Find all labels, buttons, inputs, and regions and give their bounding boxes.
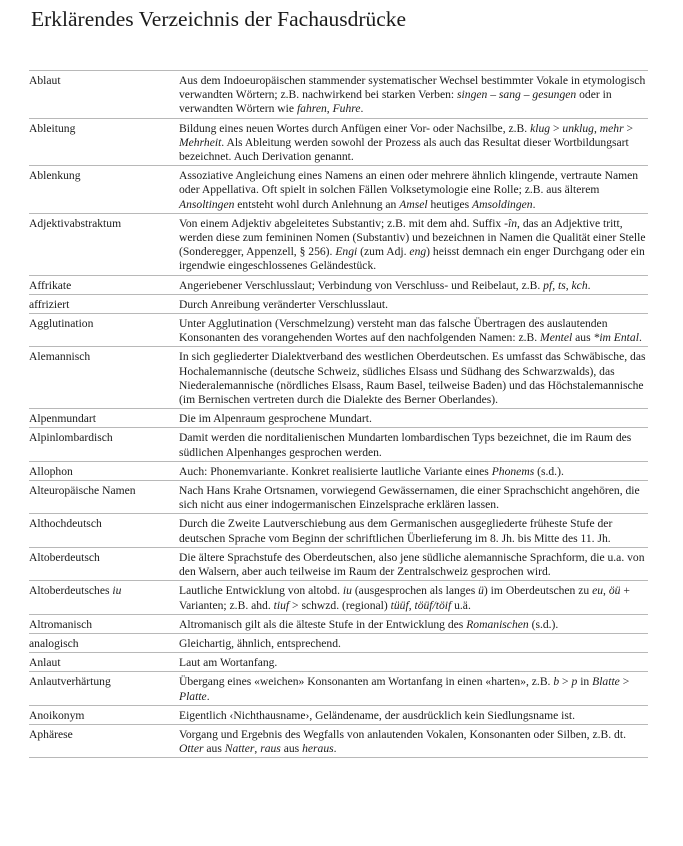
term: Adjektivabstraktum xyxy=(29,216,122,230)
definition: Übergang eines «weichen» Konsonanten am Wortanfang in einen «harten», z.B. b > p in Blatte > Platte. xyxy=(179,675,630,703)
page-title: Erklärendes Verzeichnis der Fachausdrücke xyxy=(31,7,407,31)
definition: Von einem Adjektiv abgeleitetes Substantiv; z.B. mit dem ahd. Suffix -în, das an Adjektive tritt, werden diese zum femininen Nomen (Substantiv) und bezeichnen in Namen die Qualität einer Stelle (Sonderegger, Appenzell, § 256). Engi (zum Adj. eng) heisst demnach ein enger Durchgang oder ein irgendwie eingeschlossenes Geländestück. xyxy=(179,216,646,273)
term: Affrikate xyxy=(29,278,72,292)
term: Altoberdeutsch xyxy=(29,550,100,564)
glossary-row-ablenkung xyxy=(29,165,648,213)
glossary-row-aphaerese xyxy=(29,724,648,758)
definition: Eigentlich ‹Nichthausname›, Geländename, der ausdrücklich kein Siedlungsname ist. xyxy=(179,708,575,722)
term: Alpinlombardisch xyxy=(29,431,113,445)
term: Altromanisch xyxy=(29,617,93,631)
term: Anlautverhärtung xyxy=(29,675,111,689)
definition: Angeriebener Verschlusslaut; Verbindung von Verschluss- und Reibelaut, z.B. pf, ts, kch. xyxy=(179,278,591,292)
definition: Durch Anreibung veränderter Verschlusslaut. xyxy=(179,297,389,311)
glossary-row-anoikonym xyxy=(29,705,648,724)
definition: Durch die Zweite Lautverschiebung aus dem Germanischen ausgegliederte früheste Stufe der deutschen Sprache vom Beginn der schriftlichen Überlieferung im 8. Jh. bis Mitte des 11. Jh. xyxy=(179,517,613,545)
glossary-row-alpinlombardisch xyxy=(29,427,648,460)
definition: Nach Hans Krahe Ortsnamen, vorwiegend Gewässernamen, die einer Sprachschicht angehören, die sich nicht aus einer indogermanischen Einzelsprache erklären lassen. xyxy=(179,484,640,512)
glossary-table xyxy=(29,70,648,758)
term: Ableitung xyxy=(29,121,76,135)
term: Allophon xyxy=(29,464,73,478)
glossary-row-anlaut xyxy=(29,652,648,671)
definition: Die im Alpenraum gesprochene Mundart. xyxy=(179,412,372,426)
glossary-row-ableitung xyxy=(29,118,648,166)
term: Alemannisch xyxy=(29,350,91,364)
definition: Lautliche Entwicklung von altobd. iu (ausgesprochen als langes ü) im Oberdeutschen zu eu, öü + Varianten; z.B. ahd. tiuf > schwzd. (regional) tüüf, töüf/töif u.ä. xyxy=(179,584,630,612)
glossary-row-altoberdeutsch xyxy=(29,547,648,580)
term: Anoikonym xyxy=(29,708,85,722)
term: Alteuropäische Namen xyxy=(29,484,136,498)
glossary-row-alteuropaeische-namen xyxy=(29,480,648,513)
glossary-row-alemannisch xyxy=(29,346,648,408)
glossary-row-analogisch xyxy=(29,633,648,652)
term: Agglutination xyxy=(29,317,94,331)
definition: Altromanisch gilt als die älteste Stufe in der Entwicklung des Romanischen (s.d.). xyxy=(179,617,559,631)
term: Ablaut xyxy=(29,74,61,87)
definition: Aus dem Indoeuropäischen stammender systematischer Wechsel bestimmter Vokale in etymologisch verwandten Wörtern; z.B. nachwirkend bei starken Verben: singen – sang – gesungen oder in verwandten Wörtern wie fahren, Fuhre. xyxy=(179,74,646,116)
definition: In sich gegliederter Dialektverband des westlichen Oberdeutschen. Es umfasst das Schwäbische, das Hochalemannische (deutsche Schweiz, südliches Elsass und Südhang des Schwarzwalds), das Niederalemannische (nördliches Elsass, Raum Basel, teilweise Baden) und das Höchstalemannische (im Bernischen vertreten durch die Dialekte des Berner Oberlandes). xyxy=(179,350,646,407)
glossary-row-affrikate xyxy=(29,275,648,294)
glossary-row-adjektivabstraktum xyxy=(29,213,648,275)
term: Anlaut xyxy=(29,656,61,670)
glossary-row-anlautverhaertung xyxy=(29,671,648,704)
term: Altoberdeutsches iu xyxy=(29,584,122,598)
glossary-row-affriziert xyxy=(29,294,648,313)
glossary-row-allophon xyxy=(29,461,648,480)
term: Ablenkung xyxy=(29,169,81,183)
term: analogisch xyxy=(29,636,79,650)
glossary-row-ablaut xyxy=(29,70,648,118)
glossary-row-agglutination xyxy=(29,313,648,346)
term: Althochdeutsch xyxy=(29,517,102,531)
glossary-row-altromanisch xyxy=(29,614,648,633)
term: Alpenmundart xyxy=(29,412,96,426)
definition: Assoziative Angleichung eines Namens an einen oder mehrere ähnlich klingende, vertraute Namen oder Appellativa. Oft spielt in solchen Fällen Volksetymologie eine Rolle; z.B. aus älterem Ansoltingen entsteht wohl durch Anlehnung an Amsel heutiges Amsoldingen. xyxy=(179,169,639,211)
glossary-row-altoberdeutsches-iu xyxy=(29,580,648,613)
definition: Auch: Phonemvariante. Konkret realisierte lautliche Variante eines Phonems (s.d.). xyxy=(179,464,564,478)
definition: Bildung eines neuen Wortes durch Anfügen einer Vor- oder Nachsilbe, z.B. klug > unklug, mehr > Mehrheit. Als Ableitung werden sowohl der Prozess als auch das Resultat dieser Wortbildungsart bezeichnet. Auch Derivation genannt. xyxy=(179,121,634,164)
definition: Gleichartig, ähnlich, entsprechend. xyxy=(179,636,341,650)
glossary-row-althochdeutsch xyxy=(29,513,648,546)
glossary-row-alpenmundart xyxy=(29,408,648,427)
term: Aphärese xyxy=(29,727,73,741)
term: affriziert xyxy=(29,297,70,311)
definition: Unter Agglutination (Verschmelzung) versteht man das falsche Übertragen des auslautenden Konsonanten des vorangehenden Wortes auf den nachfolgenden Namen: z.B. Mentel aus *im Ental. xyxy=(179,317,642,345)
definition: Vorgang und Ergebnis des Wegfalls von anlautenden Vokalen, Konsonanten oder Silben, z.B. dt. Otter aus Natter, raus aus heraus. xyxy=(179,727,626,756)
definition: Laut am Wortanfang. xyxy=(179,656,278,670)
definition: Die ältere Sprachstufe des Oberdeutschen, also jene südliche alemannische Sprachform, die u.a. von den Walsern, aber auch teilweise im Raum der Zentralschweiz gesprochen wird. xyxy=(179,550,645,579)
definition: Damit werden die norditalienischen Mundarten lombardischen Typs bezeichnet, die im Raum des südlichen Alpenhanges gesprochen werden. xyxy=(179,431,632,459)
